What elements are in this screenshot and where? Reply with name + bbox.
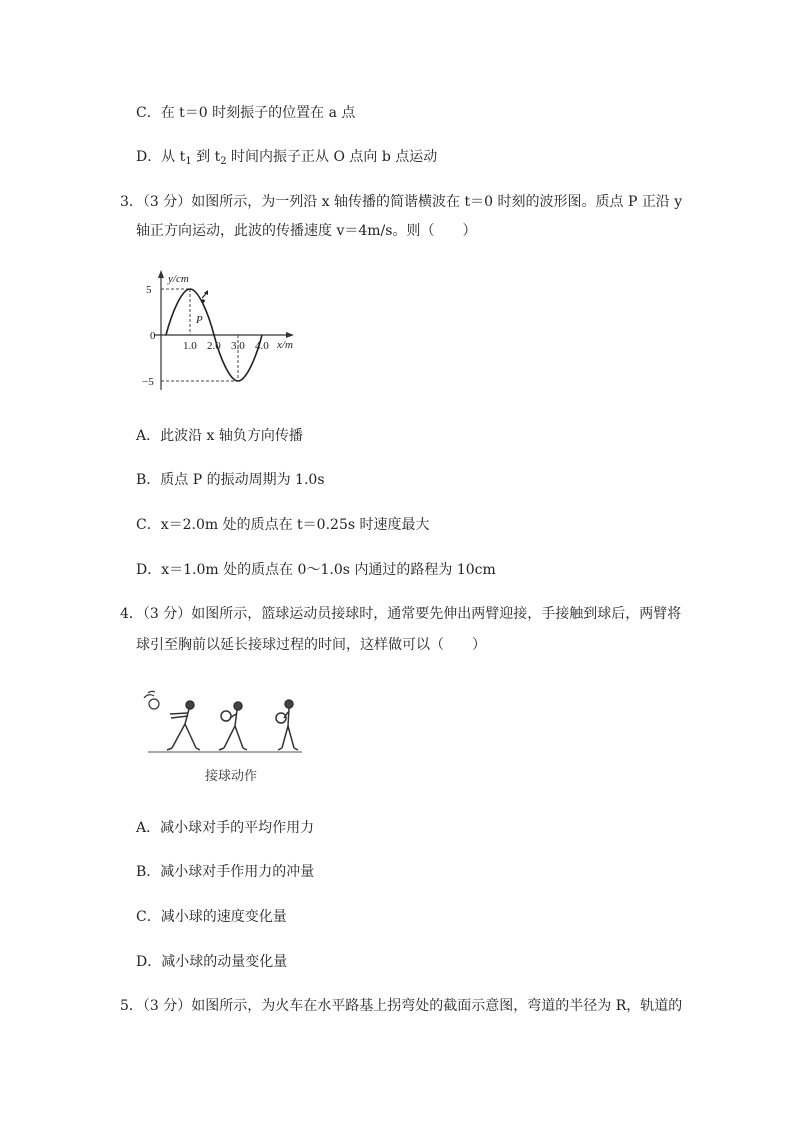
flying-ball — [144, 691, 159, 709]
q5-stem-line1: 5．（3 分）如图所示，为火车在水平路基上拐弯处的截面示意图，弯道的半径为 R，轨道的 — [120, 998, 683, 1014]
player-figure-3 — [276, 700, 298, 750]
point-p — [201, 299, 205, 303]
catch-ball-figure — [140, 690, 308, 790]
y-axis-arrow — [158, 270, 164, 278]
x-tick-3: 3.0 — [231, 340, 245, 352]
q3-stem-line2: 轴正方向运动，此波的传播速度 v＝4m/s。则（ ） — [136, 223, 477, 239]
q3-stem-line1: 3．（3 分）如图所示，为一列沿 x 轴传播的简谐横波在 t＝0 时刻的波形图。质点 P 正沿 y — [120, 194, 683, 210]
q4-option-d: D．减小球的动量变化量 — [136, 954, 288, 970]
q3-option-b: B．质点 P 的振动周期为 1.0s — [136, 472, 325, 488]
x-axis-arrow — [286, 332, 294, 338]
y-tick-neg5: −5 — [142, 376, 154, 388]
q4-option-c: C．减小球的速度变化量 — [136, 909, 287, 925]
q3-option-c: C．x＝2.0m 处的质点在 t＝0.25s 时速度最大 — [136, 517, 430, 533]
wave-figure — [138, 268, 308, 394]
y-axis-label: y/cm — [168, 273, 189, 285]
player-figure-1 — [167, 701, 200, 750]
x-tick-1: 1.0 — [183, 340, 197, 352]
y-tick-5: 5 — [146, 284, 152, 296]
player-figure-2 — [219, 702, 247, 750]
x-axis-label: x/m — [277, 339, 293, 351]
y-tick-0: 0 — [150, 330, 156, 342]
x-tick-2: 2.0 — [207, 340, 221, 352]
q2-option-d: D．从 $t_1$ 到 $t_2$ 时间内振子正从 O 点向 b 点运动 — [136, 149, 438, 167]
x-tick-4: 4.0 — [255, 340, 269, 352]
point-p-label: P — [196, 314, 203, 326]
q4-option-a: A．减小球对手的平均作用力 — [136, 820, 315, 836]
q4-stem-line2: 球引至胸前以延长接球过程的时间，这样做可以（ ） — [136, 637, 486, 653]
q4-stem-line1: 4．（3 分）如图所示，篮球运动员接球时，通常要先伸出两臂迎接，手接触到球后，两臂将 — [120, 606, 682, 622]
q3-option-a: A．此波沿 x 轴负方向传播 — [136, 428, 303, 444]
q2-option-c: C．在 t＝0 时刻振子的位置在 a 点 — [136, 105, 356, 121]
q4-option-b: B．减小球对手作用力的冲量 — [136, 864, 315, 880]
figure-caption: 接球动作 — [205, 769, 258, 784]
q3-option-d: D．x＝1.0m 处的质点在 0～1.0s 内通过的路程为 10cm — [136, 562, 496, 578]
